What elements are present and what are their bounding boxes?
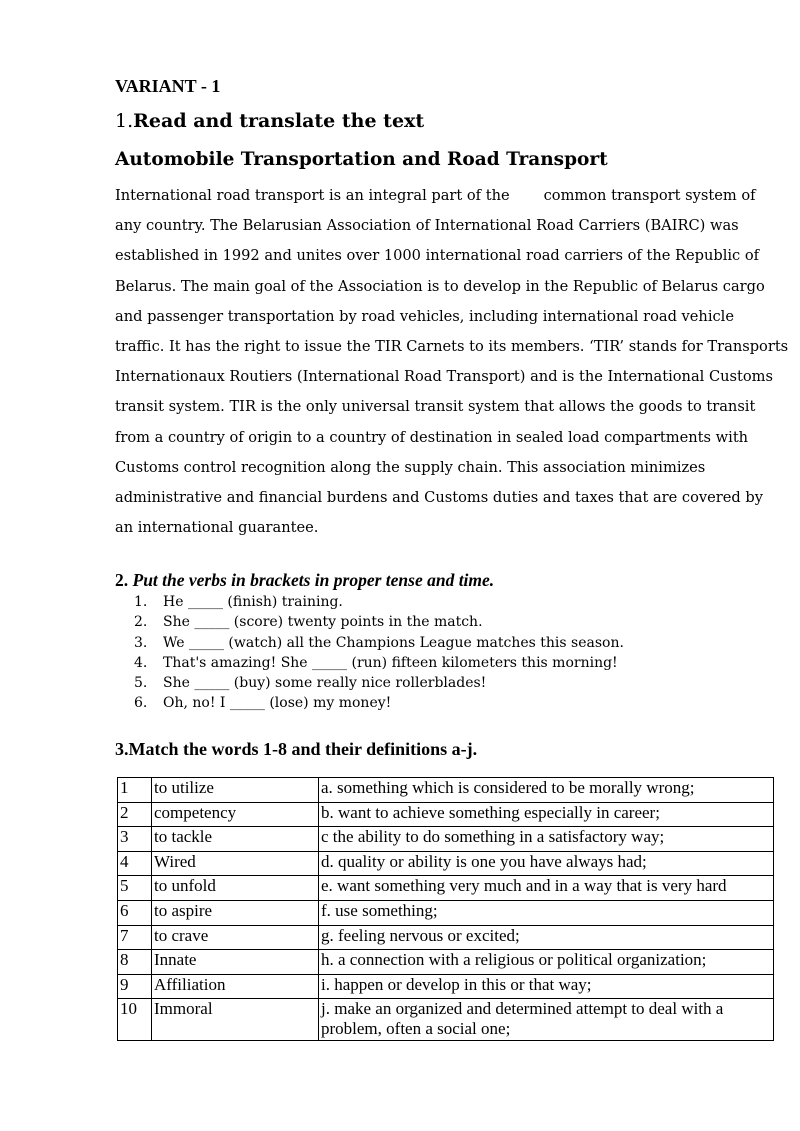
row-definition: b. want to achieve something especially in career; [319, 802, 774, 827]
paragraph-line: Customs control recognition along the supply chain. This association minimizes [115, 458, 706, 476]
table-row [118, 974, 774, 999]
variant-heading: VARIANT - 1 [115, 76, 221, 96]
task-2-list [134, 592, 624, 714]
paragraph-line [115, 183, 756, 213]
table-row [118, 778, 774, 803]
row-definition: c the ability to do something in a satisfactory way; [319, 827, 774, 852]
paragraph-line-text: International road transport is an integral part of the [115, 187, 510, 204]
matching-table [117, 777, 774, 1041]
task-3-heading: 3.Match the words 1-8 and their definitions a-j. [115, 739, 478, 759]
paragraph-line: and passenger transportation by road vehicles, including international road vehicle [115, 307, 734, 325]
list-item-text: She _____ (buy) some really nice rollerblades! [163, 675, 487, 692]
row-word: competency [152, 802, 319, 827]
table-row [118, 827, 774, 852]
text-title: Automobile Transportation and Road Transport [115, 149, 608, 170]
paragraph-line: an international guarantee. [115, 519, 319, 537]
list-item [134, 653, 624, 673]
list-item-text: Oh, no! I _____ (lose) my money! [163, 695, 392, 712]
row-word: Affiliation [152, 974, 319, 999]
table-row [118, 900, 774, 925]
list-item-number: 1. [134, 594, 148, 610]
row-number: 7 [118, 925, 152, 950]
list-item-number: 4. [134, 654, 148, 671]
list-item-text: She _____ (score) twenty points in the match. [163, 614, 483, 631]
task-1-heading [115, 110, 424, 132]
table-row [118, 851, 774, 876]
table-row [118, 999, 774, 1041]
paragraph-line: traffic. It has the right to issue the TIR Carnets to its members. ‘TIR’ stands for Transports [115, 337, 789, 355]
row-word: to tackle [152, 827, 319, 852]
list-item-number: 2. [134, 614, 148, 631]
row-definition: a. something which is considered to be morally wrong; [319, 778, 774, 803]
row-number: 10 [118, 999, 152, 1041]
list-item-number: 3. [134, 634, 148, 651]
paragraph-line: established in 1992 and unites over 1000 international road carriers of the Republic of [115, 247, 760, 265]
paragraph-line: transit system. TIR is the only universal transit system that allows the goods to transit [115, 398, 756, 416]
list-item-number: 5. [134, 675, 148, 692]
list-item-text: He _____ (finish) training. [163, 594, 343, 610]
list-item [134, 592, 624, 612]
row-number: 2 [118, 802, 152, 827]
row-definition: g. feeling nervous or excited; [319, 925, 774, 950]
task-2-heading [115, 570, 494, 591]
reading-paragraph [115, 183, 789, 545]
row-definition: i. happen or develop in this or that way; [319, 974, 774, 999]
row-word: to aspire [152, 900, 319, 925]
table-row [118, 802, 774, 827]
list-item [134, 693, 624, 713]
row-number: 8 [118, 950, 152, 975]
row-word: Immoral [152, 999, 319, 1041]
list-item-number: 6. [134, 695, 148, 712]
row-number: 1 [118, 778, 152, 803]
row-word: to crave [152, 925, 319, 950]
row-number: 5 [118, 876, 152, 901]
paragraph-line: Internationaux Routiers (International Road Transport) and is the International Customs [115, 368, 774, 386]
list-item [134, 612, 624, 632]
list-item [134, 673, 624, 693]
table-row [118, 950, 774, 975]
paragraph-line: administrative and financial burdens and Customs duties and taxes that are covered by [115, 488, 763, 506]
row-word: to unfold [152, 876, 319, 901]
list-item-text: We _____ (watch) all the Champions League matches this season. [163, 634, 624, 651]
row-definition: j. make an organized and determined attempt to deal with a problem, often a social one; [319, 999, 774, 1041]
paragraph-line: from a country of origin to a country of destination in sealed load compartments with [115, 428, 749, 446]
task-1-number: 1. [115, 110, 134, 132]
task-1-text: Read and translate the text [133, 110, 425, 132]
list-item [134, 633, 624, 653]
row-word: Innate [152, 950, 319, 975]
table-row [118, 876, 774, 901]
row-definition: h. a connection with a religious or political organization; [319, 950, 774, 975]
paragraph-line-tail: common transport system of [543, 187, 756, 204]
row-number: 4 [118, 851, 152, 876]
row-definition: d. quality or ability is one you have always had; [319, 851, 774, 876]
task-2-number: 2. [115, 570, 129, 590]
paragraph-line: Belarus. The main goal of the Association is to develop in the Republic of Belarus cargo [115, 277, 765, 295]
row-number: 3 [118, 827, 152, 852]
row-number: 9 [118, 974, 152, 999]
row-word: Wired [152, 851, 319, 876]
row-definition: f. use something; [319, 900, 774, 925]
row-definition: e. want something very much and in a way that is very hard [319, 876, 774, 901]
task-2-text: Put the verbs in brackets in proper tense and time. [132, 570, 495, 590]
row-number: 6 [118, 900, 152, 925]
table-row [118, 925, 774, 950]
row-word: to utilize [152, 778, 319, 803]
paragraph-line: any country. The Belarusian Association of International Road Carriers (BAIRC) was [115, 217, 739, 235]
list-item-text: That's amazing! She _____ (run) fifteen kilometers this morning! [163, 654, 618, 671]
